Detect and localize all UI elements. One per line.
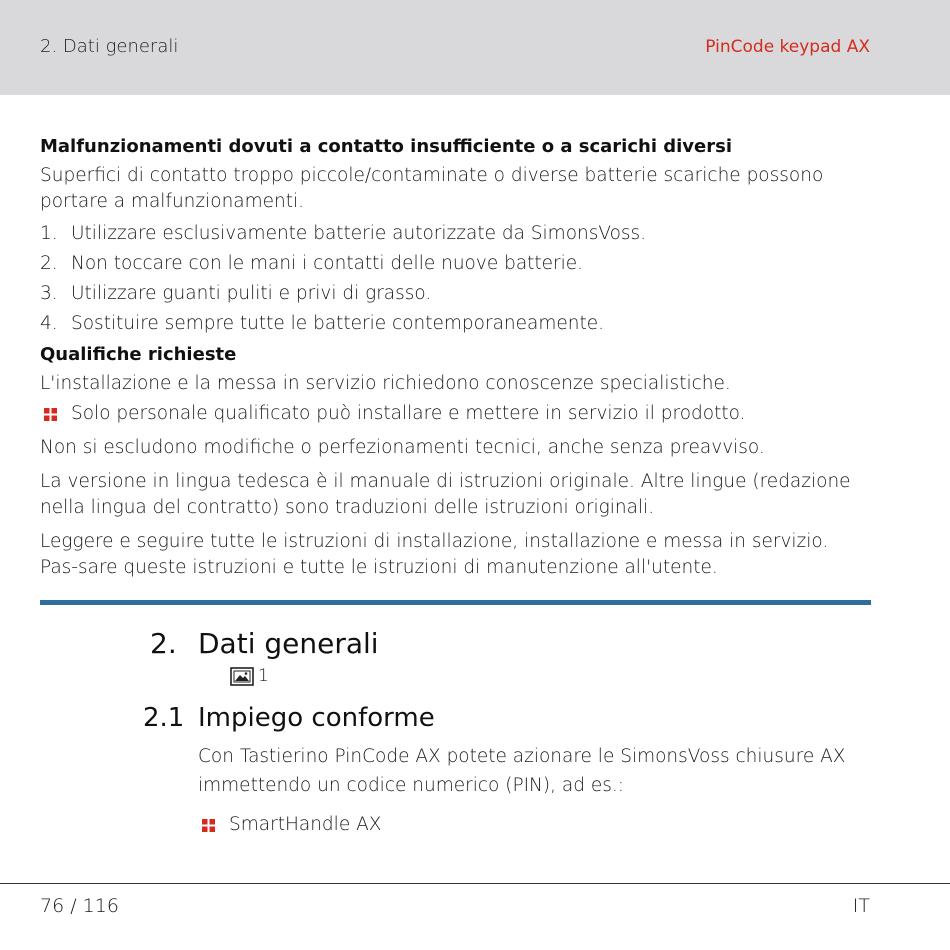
red-square-bullet-icon	[202, 819, 215, 832]
list-item	[40, 279, 870, 309]
image-reference-number: 1	[258, 666, 269, 686]
instructions-note: Leggere e seguire tutte le istruzioni di installazione, installazione e messa in servizio. Pas-sare queste istruzioni e tutte le istruzioni di manutenzione all'utente.	[40, 531, 829, 578]
footer-divider	[0, 883, 950, 884]
bullet-text: SmartHandle AX	[229, 814, 382, 835]
section-number: 2.	[150, 627, 177, 660]
header-product-name: PinCode keypad AX	[705, 37, 870, 57]
page-header	[0, 0, 950, 95]
list-item-number: 4.	[40, 313, 58, 334]
image-icon	[230, 667, 254, 686]
qualifications-bullet	[40, 401, 870, 427]
warning-intro: Superfici di contatto troppo piccole/contaminate o diverse batterie scariche possono portare a malfunzionamenti.	[40, 165, 824, 212]
list-item-text: Non toccare con le mani i contatti delle nuove batterie.	[71, 253, 584, 274]
subsection-title: Impiego conforme	[198, 703, 435, 733]
subsection-number: 2.1	[143, 703, 185, 733]
subsection-body: Con Tastierino PinCode AX potete azionare le SimonsVoss chiusure AX immettendo un codice numerico (PIN), ad es.:	[198, 746, 846, 796]
list-item-number: 3.	[40, 283, 58, 304]
list-item-number: 1.	[40, 223, 58, 244]
red-square-bullet-icon	[44, 408, 57, 421]
list-item-number: 2.	[40, 253, 58, 274]
subsection-bullet	[198, 812, 901, 838]
bullet-text: Solo personale qualificato può installare e mettere in servizio il prodotto.	[71, 403, 746, 424]
qualifications-intro: L'installazione e la messa in servizio richiedono conoscenze specialistiche.	[40, 373, 731, 394]
list-item	[40, 249, 870, 279]
list-item	[40, 219, 870, 249]
language-code: IT	[852, 895, 870, 917]
qualifications-heading: Qualifiche richieste	[40, 344, 237, 365]
changes-note: Non si escludono modifiche o perfezionamenti tecnici, anche senza preavviso.	[40, 437, 765, 458]
list-item-text: Sostituire sempre tutte le batterie contemporaneamente.	[71, 313, 605, 334]
main-content	[40, 135, 870, 585]
section-title: Dati generali	[198, 627, 379, 660]
warning-steps-list	[40, 219, 870, 339]
page-number: 76 / 116	[40, 895, 119, 917]
image-reference[interactable]	[230, 666, 269, 686]
header-section-title: 2. Dati generali	[40, 36, 179, 57]
list-item-text: Utilizzare guanti puliti e privi di grasso.	[71, 283, 432, 304]
warning-heading: Malfunzionamenti dovuti a contatto insufficiente o a scarichi diversi	[40, 136, 733, 157]
list-item	[40, 309, 870, 339]
language-note: La versione in lingua tedesca è il manuale di istruzioni originale. Altre lingue (redazione nella lingua del contratto) sono traduzioni delle istruzioni originali.	[40, 471, 851, 518]
section-divider	[40, 600, 871, 605]
list-item-text: Utilizzare esclusivamente batterie autorizzate da SimonsVoss.	[71, 223, 647, 244]
